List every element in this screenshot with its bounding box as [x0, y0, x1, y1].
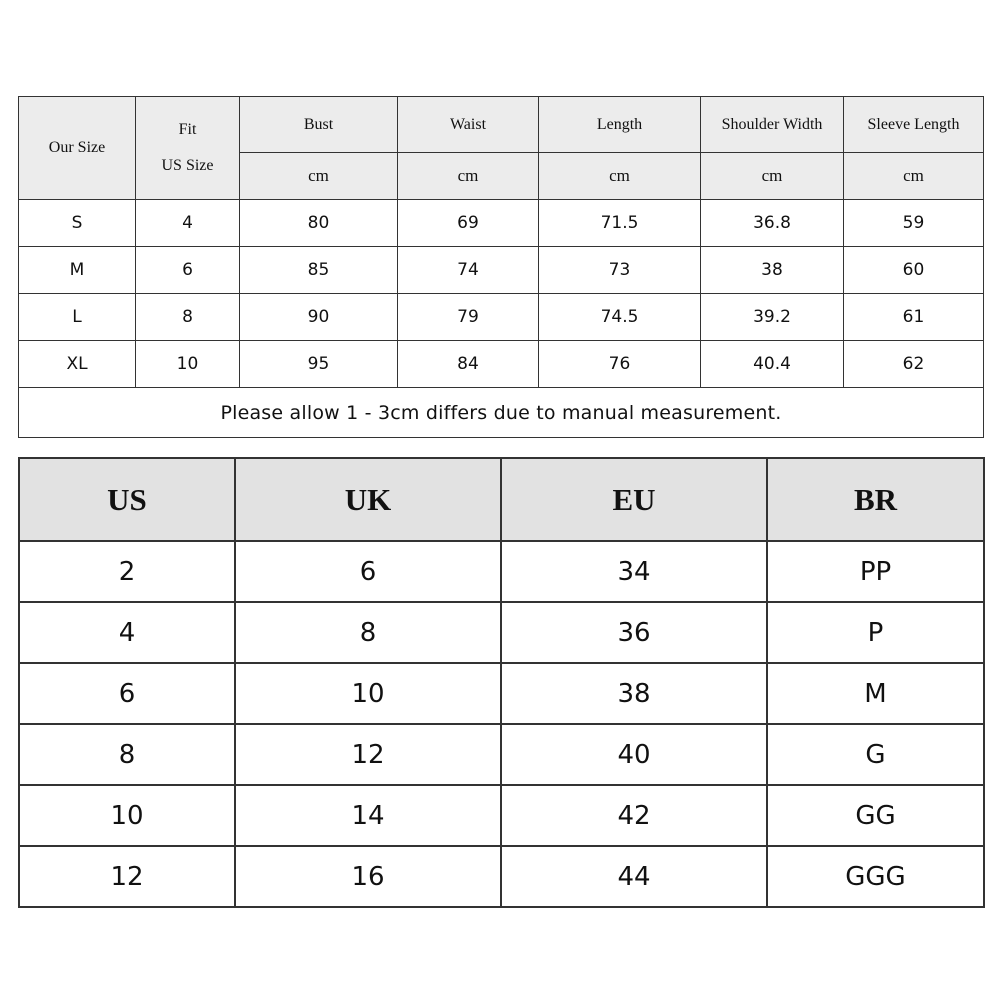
- table-cell: 73: [539, 247, 701, 294]
- table-cell: 90: [240, 294, 398, 341]
- table-cell: 74.5: [539, 294, 701, 341]
- header-shoulder-width: Shoulder Width: [701, 97, 844, 153]
- table-cell: 69: [398, 200, 539, 247]
- table-cell: 42: [501, 785, 767, 846]
- table-cell: 10: [19, 785, 235, 846]
- measurement-table: [18, 96, 984, 438]
- header-sleeve-length: Sleeve Length: [844, 97, 984, 153]
- table-row: [19, 247, 984, 294]
- table-cell: P: [767, 602, 984, 663]
- unit-cell: cm: [701, 153, 844, 200]
- table-cell: 4: [136, 200, 240, 247]
- unit-cell: cm: [398, 153, 539, 200]
- table-cell: 74: [398, 247, 539, 294]
- table-cell: 61: [844, 294, 984, 341]
- table-cell: 6: [136, 247, 240, 294]
- unit-cell: cm: [844, 153, 984, 200]
- table-cell: 4: [19, 602, 235, 663]
- table-cell: 85: [240, 247, 398, 294]
- unit-cell: cm: [240, 153, 398, 200]
- header-fit: Fit: [178, 121, 197, 138]
- header-length: Length: [539, 97, 701, 153]
- table-cell: 6: [19, 663, 235, 724]
- table-cell: 2: [19, 541, 235, 602]
- table-cell: XL: [19, 341, 136, 388]
- table-cell: 10: [136, 341, 240, 388]
- table-cell: 76: [539, 341, 701, 388]
- table-cell: 79: [398, 294, 539, 341]
- table-cell: 8: [235, 602, 501, 663]
- header-uk: UK: [235, 458, 501, 541]
- table-cell: 36: [501, 602, 767, 663]
- table-cell: 62: [844, 341, 984, 388]
- table-cell: 84: [398, 341, 539, 388]
- conversion-header-row: [19, 458, 984, 541]
- table-cell: GGG: [767, 846, 984, 907]
- header-us: US: [19, 458, 235, 541]
- table-cell: G: [767, 724, 984, 785]
- table-cell: 12: [235, 724, 501, 785]
- table-cell: 16: [235, 846, 501, 907]
- table-row: [19, 724, 984, 785]
- header-waist: Waist: [398, 97, 539, 153]
- table-row: [19, 341, 984, 388]
- measurement-note: Please allow 1 - 3cm differs due to manual measurement.: [19, 388, 984, 438]
- table-row: [19, 294, 984, 341]
- table-cell: GG: [767, 785, 984, 846]
- table-cell: 59: [844, 200, 984, 247]
- table-cell: 60: [844, 247, 984, 294]
- header-us-size: US Size: [161, 157, 214, 174]
- header-br: BR: [767, 458, 984, 541]
- unit-cell: cm: [539, 153, 701, 200]
- table-cell: 80: [240, 200, 398, 247]
- table-cell: 38: [701, 247, 844, 294]
- table-cell: 40.4: [701, 341, 844, 388]
- table-cell: L: [19, 294, 136, 341]
- table-cell: 39.2: [701, 294, 844, 341]
- table-cell: 38: [501, 663, 767, 724]
- size-conversion-table: [18, 457, 985, 908]
- header-our-size: Our Size: [19, 97, 136, 200]
- table-row: [19, 846, 984, 907]
- table-cell: 34: [501, 541, 767, 602]
- table-row: [19, 541, 984, 602]
- table-cell: 10: [235, 663, 501, 724]
- table-cell: 40: [501, 724, 767, 785]
- header-eu: EU: [501, 458, 767, 541]
- table-cell: 44: [501, 846, 767, 907]
- header-fit-us-size: [136, 97, 240, 200]
- table-cell: M: [19, 247, 136, 294]
- table-cell: 36.8: [701, 200, 844, 247]
- table-row: [19, 200, 984, 247]
- table-cell: PP: [767, 541, 984, 602]
- table-cell: M: [767, 663, 984, 724]
- table-cell: 8: [136, 294, 240, 341]
- table-cell: 8: [19, 724, 235, 785]
- table-cell: 71.5: [539, 200, 701, 247]
- table-cell: 14: [235, 785, 501, 846]
- measurement-header-row: [19, 97, 984, 153]
- table-row: [19, 785, 984, 846]
- table-row: [19, 663, 984, 724]
- note-row: [19, 388, 984, 438]
- table-row: [19, 602, 984, 663]
- table-cell: 12: [19, 846, 235, 907]
- table-cell: S: [19, 200, 136, 247]
- header-bust: Bust: [240, 97, 398, 153]
- table-cell: 6: [235, 541, 501, 602]
- table-cell: 95: [240, 341, 398, 388]
